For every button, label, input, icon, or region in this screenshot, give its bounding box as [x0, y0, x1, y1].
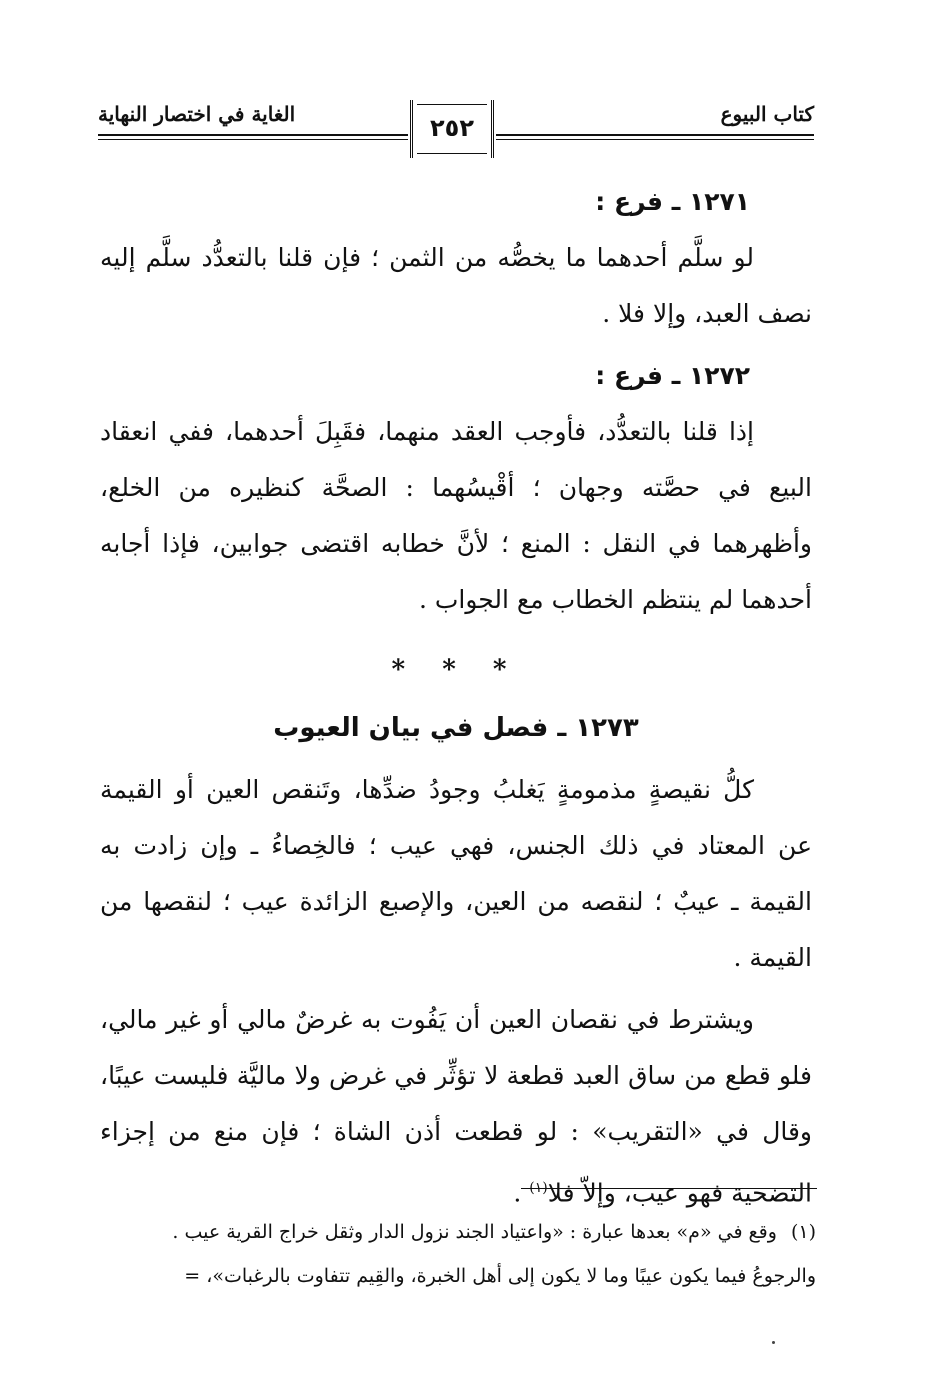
footnote-text: وقع في «م» بعدها عبارة : «واعتياد الجند نزول الدار وثقل خراج القرية عيب .: [172, 1221, 777, 1243]
section-paragraph: كلُّ نقيصةٍ مذمومةٍ يَغلبُ وجودُ ضدِّها، وتَنقص العين أو القيمة عن المعتاد في ذلك الجنس، فهي عيب ؛ فالخِصاءُ ـ وإن زادت به القيمة ـ عيبٌ ؛ لنقصه من العين، والإصبع الزائدة عيب ؛ لنقصها من القيمة .: [100, 775, 812, 972]
header-rule: [496, 134, 814, 136]
footnote-number: (١): [790, 1221, 816, 1243]
main-content: [100, 180, 812, 1221]
paragraph-text: ويشترط في نقصان العين أن يَفُوت به غرضٌ مالي أو غير مالي، فلو قطع من ساق العبد قطعة لا تؤثِّر في غرض ولا ماليَّة فليست عيبًا، وقال في «التقريب» : لو قطعت أذن الشاة ؛ فإن منع من إجزاء التضحية فهو عيب، وإلاّ فلا: [100, 1005, 812, 1208]
header-rule: [496, 139, 814, 140]
footnotes: [100, 1210, 816, 1298]
header-rule: [98, 139, 408, 140]
page-speck: [772, 1341, 775, 1344]
footnote-item: [100, 1210, 816, 1298]
section-paragraph: [100, 992, 812, 1221]
running-header: [98, 92, 814, 172]
section-separator: * * *: [391, 655, 521, 685]
header-rule: [98, 134, 408, 136]
footnote-reference[interactable]: (١): [529, 1180, 548, 1196]
page-number: ٢٥٢: [430, 114, 474, 142]
branch-paragraph: إذا قلنا بالتعدُّد، فأوجب العقد منهما، فقَبِلَ أحدهما، ففي انعقاد البيع في حصَّته وجهان ؛ أقْيسُهما : الصحَّة كنظيره من الخلع، وأظهرهما في النقل : المنع ؛ لأنَّ خطابه اقتضى جوابين، فإذا أجابه أحدهما لم ينتظم الخطاب مع الجواب .: [100, 417, 812, 614]
paragraph-end: .: [513, 1178, 530, 1208]
book-title: الغاية في اختصار النهاية: [98, 102, 296, 126]
footnote-text: والرجوعُ فيما يكون عيبًا وما لا يكون إلى أهل الخبرة، والقِيم تتفاوت بالرغبات»، =: [184, 1265, 816, 1287]
chapter-title: كتاب البيوع: [720, 102, 814, 126]
branch-title: ١٢٧١ ـ فرع :: [595, 187, 750, 216]
footnote-divider: [521, 1188, 817, 1189]
page-number-frame: [410, 100, 494, 158]
branch-title: ١٢٧٢ ـ فرع :: [595, 361, 750, 390]
branch-paragraph: لو سلَّم أحدهما ما يخصُّه من الثمن ؛ فإن قلنا بالتعدُّد سلَّم إليه نصف العبد، وإلا فلا .: [100, 243, 812, 328]
section-title: ١٢٧٣ ـ فصل في بيان العيوب: [273, 713, 639, 743]
